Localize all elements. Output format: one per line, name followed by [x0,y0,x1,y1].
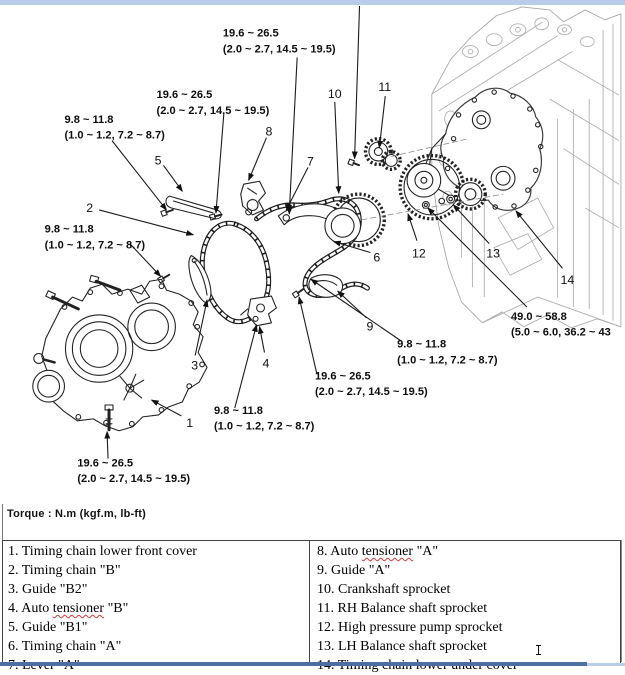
torque-label: 9.8 ~ 11.8 [64,113,114,126]
torque-label: 49.0 ~ 58.8 [511,310,567,323]
torque-label: (1.0 ~ 1.2, 7.2 ~ 8.7) [397,354,498,367]
torque-label: (2.0 ~ 2.7, 14.5 ~ 19.5) [156,104,270,117]
torque-label: (1.0 ~ 1.2, 7.2 ~ 8.7) [64,129,165,142]
crankshaft-oil-seal [33,370,65,402]
auto-tensioner-a [241,181,266,215]
parts-legend-table [2,540,621,666]
rh-balance-shaft-sprocket [365,139,400,170]
legend-item: 8. Auto tensioner "A" [317,544,439,559]
legend-item: 6. Timing chain "A" [8,639,122,654]
callout-9: 9 [366,319,374,334]
torque-label: 19.6 ~ 26.5 [156,89,213,102]
torque-label: 9.8 ~ 11.8 [213,404,263,417]
legend-item: 9. Guide "A" [317,563,391,578]
callout-8: 8 [265,124,273,139]
guide-b1 [166,196,221,219]
table-right-border [621,540,622,662]
callout-2: 2 [86,200,94,215]
torque-label: 9.8 ~ 11.8 [44,223,94,236]
torque-label: 19.6 ~ 26.5 [77,457,134,470]
legend-item: 4. Auto tensioner "B" [8,601,129,616]
legend-item: 1. Timing chain lower front cover [8,544,197,559]
torque-label: 9.8 ~ 11.8 [397,338,447,351]
callout-4: 4 [262,356,270,371]
legend-item: 2. Timing chain "B" [8,563,121,578]
callout-13: 13 [486,246,501,261]
window-bottom-border-light [587,663,625,666]
crankshaft-sprocket [325,194,384,245]
torque-label: (2.0 ~ 2.7, 14.5 ~ 19.5) [77,473,191,486]
torque-label: (2.0 ~ 2.7, 14.5 ~ 19.5) [314,386,428,399]
callout-12: 12 [412,246,426,261]
torque-label: (1.0 ~ 1.2, 7.2 ~ 8.7) [213,420,315,433]
callout-14: 14 [560,273,575,288]
legend-item: 3. Guide "B2" [8,582,88,597]
callout-6: 6 [373,250,381,265]
torque-label: (2.0 ~ 2.7, 14.5 ~ 19.5) [222,43,336,56]
torque-label: 19.6 ~ 26.5 [314,370,371,383]
legend-item: 11. RH Balance shaft sprocket [317,601,488,616]
timing-chain-exploded-diagram [0,5,625,505]
torque-label: 19.6 ~ 26.5 [222,27,279,40]
callout-11: 11 [378,80,392,95]
callout-1: 1 [186,415,194,430]
torque-label: (5.0 ~ 6.0, 36.2 ~ 43 [511,326,611,339]
callout-10: 10 [327,87,342,102]
legend-item: 12. High pressure pump sprocket [317,620,503,635]
legend-item: 5. Guide "B1" [8,620,88,635]
callout-5: 5 [154,153,162,168]
legend-col-right [310,541,620,665]
timing-chain-lower-front-cover [33,275,207,430]
legend-item: 13. LH Balance shaft sprocket [317,639,487,654]
note-left-border [2,504,3,540]
guide-a [309,275,343,298]
callout-3: 3 [191,358,199,373]
legend-col-left [3,541,310,665]
callout-7: 7 [307,154,314,169]
guide-b2 [189,255,211,303]
torque-units-note: Torque : N.m (kgf.m, lb-ft) [7,508,147,520]
legend-item: 10. Crankshaft sprocket [317,582,451,597]
text-cursor [535,645,542,655]
window-bottom-border [0,662,587,666]
torque-label: (1.0 ~ 1.2, 7.2 ~ 8.7) [44,239,146,252]
